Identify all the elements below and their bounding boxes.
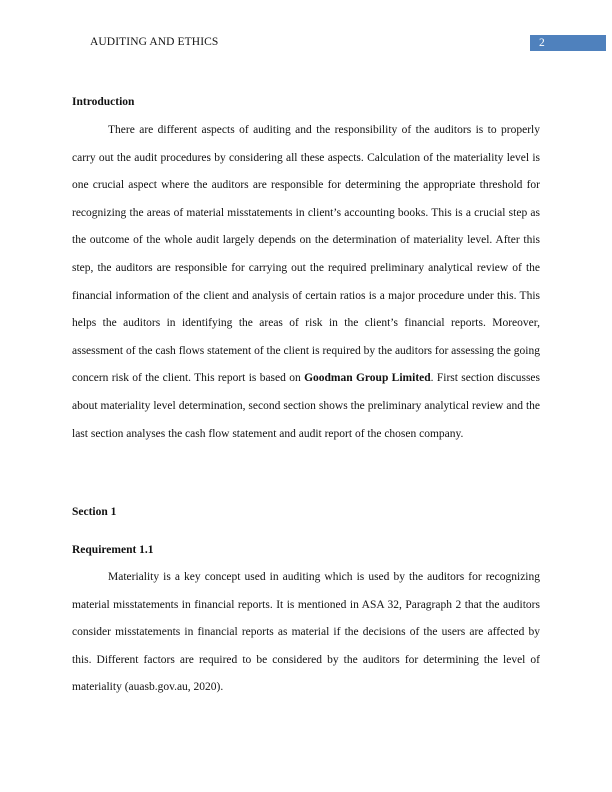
requirement-text: Materiality is a key concept used in auditing which is used by the auditors for recognizing material misstatements in financial reports. It is mentioned in ASA 32, Paragraph 2 that the auditors consider misstatements in financial reports as material if the decisions of the users are affected by this. Different factors are required to be considered by the auditors for determining the level of materiality (auasb.gov.au, 2020). (72, 571, 540, 694)
section-1-heading: Section 1 (72, 506, 117, 518)
intro-text-b: . First section discusses about materiality level determination, second section shows the preliminary analytical review and the last section analyses the cash flow statement and audit report of the chosen company. (72, 372, 540, 440)
company-name: Goodman Group Limited (304, 372, 431, 385)
requirement-1-1-heading: Requirement 1.1 (72, 544, 154, 556)
intro-text-a: There are different aspects of auditing and the responsibility of the auditors is to properly carry out the audit procedures by considering all these aspects. Calculation of the materiality level is one crucial aspect where the auditors are responsible for determining the appropriate threshold for recognizing the areas of material misstatements in client’s accounting books. This is a crucial step as the outcome of the whole audit largely depends on the determination of materiality level. After this step, the auditors are responsible for carrying out the required preliminary analytical review of the financial information of the client and analysis of certain ratios is a major procedure under this. This helps the auditors in identifying the areas of risk in the client’s financial reports. Moreover, assessment of the cash flows statement of the client is required by the auditors for assessing the going concern risk of the client. This report is based on (72, 124, 540, 385)
page-number: 2 (539, 37, 545, 49)
introduction-heading: Introduction (72, 96, 135, 108)
running-head: AUDITING AND ETHICS (90, 36, 219, 48)
requirement-paragraph (72, 564, 540, 702)
page-number-badge (530, 35, 606, 51)
introduction-paragraph (72, 117, 540, 448)
